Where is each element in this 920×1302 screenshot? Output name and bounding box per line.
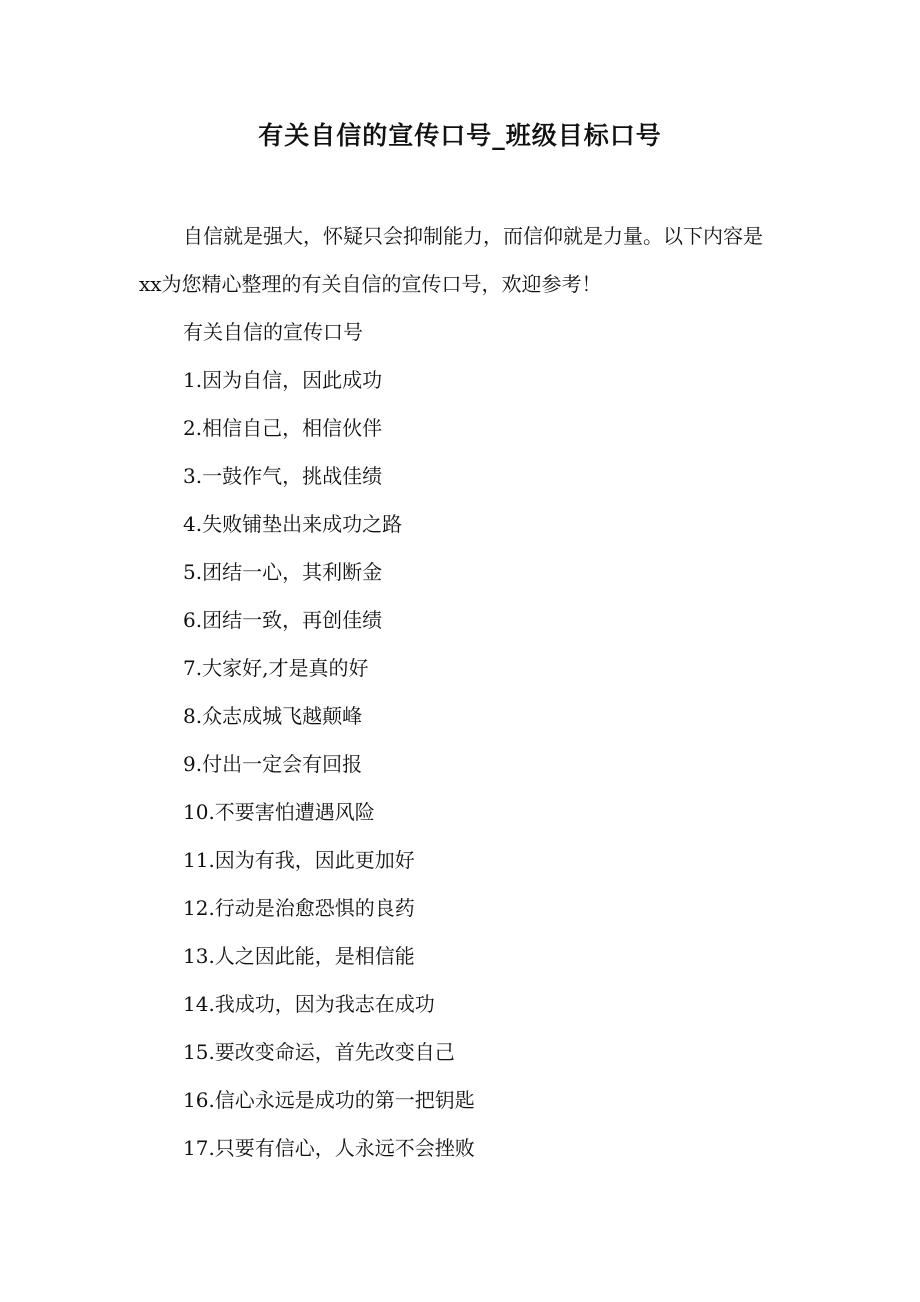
slogan-item: 3.一鼓作气，挑战佳绩 [183, 464, 383, 488]
slogan-item: 1.因为自信，因此成功 [183, 368, 383, 392]
slogan-item: 10.不要害怕遭遇风险 [183, 800, 375, 824]
slogan-item: 14.我成功，因为我志在成功 [183, 992, 435, 1016]
intro-paragraph: 自信就是强大，怀疑只会抑制能力，而信仰就是力量。以下内容是xx为您精心整理的有关自信的宣传口号，欢迎参考！ [139, 224, 763, 296]
slogan-item: 2.相信自己，相信伙伴 [183, 416, 383, 440]
slogan-item: 12.行动是治愈恐惧的良药 [183, 896, 415, 920]
slogan-item: 11.因为有我，因此更加好 [183, 848, 415, 872]
section-heading: 有关自信的宣传口号 [183, 320, 363, 344]
slogan-item: 7.大家好,才是真的好 [183, 656, 369, 680]
slogan-item: 15.要改变命运，首先改变自己 [183, 1040, 455, 1064]
slogan-item: 8.众志成城飞越颠峰 [183, 704, 363, 728]
slogan-item: 17.只要有信心，人永远不会挫败 [183, 1136, 475, 1160]
slogan-item: 4.失败铺垫出来成功之路 [183, 512, 403, 536]
slogan-item: 6.团结一致，再创佳绩 [183, 608, 383, 632]
document-title: 有关自信的宣传口号_班级目标口号 [258, 121, 662, 150]
slogan-item: 13.人之因此能，是相信能 [183, 944, 415, 968]
slogan-list [183, 308, 783, 1172]
slogan-item: 16.信心永远是成功的第一把钥匙 [183, 1088, 475, 1112]
slogan-item: 5.团结一心，其利断金 [183, 560, 383, 584]
slogan-item: 9.付出一定会有回报 [183, 752, 363, 776]
